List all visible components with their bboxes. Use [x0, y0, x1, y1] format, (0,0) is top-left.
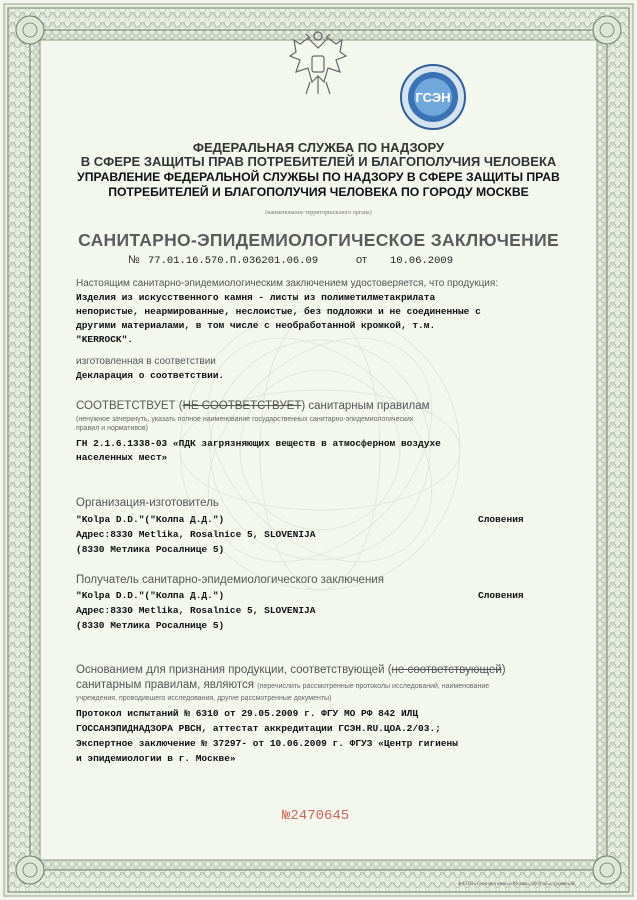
manufactured-label: изготовленная в соответствии	[76, 356, 216, 367]
coat-of-arms-icon	[286, 30, 350, 102]
manufacturer-label: Организация-изготовитель	[76, 497, 219, 509]
manufacturer-address-ru: (8330 Метлика Росалнице 5)	[76, 544, 225, 555]
seal-text: ГСЭН	[415, 90, 451, 105]
header-line-2: В СФЕРЕ ЗАЩИТЫ ПРАВ ПОТРЕБИТЕЛЕЙ И БЛАГОПОЛУЧИЯ ЧЕЛОВЕКА	[80, 154, 557, 169]
basis-line-2-start: санитарным правилам, являются	[76, 679, 255, 691]
header-note: (наименование территориального органа)	[265, 210, 372, 216]
manufacturer-name: "Kolpa D.D."("Колпа Д.Д.")	[76, 514, 225, 525]
product-line: непористые, неармированные, неслоистые, без подложки и не соединенные с	[76, 306, 481, 317]
basis-line-1	[76, 664, 506, 676]
basis-start: Основанием для признания продукции, соответствующей (	[76, 664, 392, 676]
recipient-label: Получатель санитарно-эпидемиологического заключения	[76, 574, 384, 586]
issue-date: 10.06.2009	[390, 255, 454, 267]
basis-line: ГОССАНЭПИДНАДЗОРА РВСН, аттестат аккредитации ГСЭН.RU.ЦОА.2/03.;	[76, 723, 441, 734]
number-value: 77.01.16.570.П.036201.06.09	[148, 255, 319, 267]
conformity-label-end: ) санитарным правилам	[301, 400, 430, 412]
manufactured-value: Декларация о соответствии.	[76, 370, 225, 381]
basis-struck: не соответствующей	[391, 664, 502, 676]
conformity-struck: НЕ СООТВЕТСТВУЕТ	[182, 400, 302, 412]
printer-footer: ф-ГНП «Госзнак-печать» Москва, 2009 «Б», уровень В	[458, 882, 575, 887]
conformity-note-1: (ненужное зачеркнуть, указать полное наименование государственных санитарно-эпидемиологических	[76, 416, 414, 423]
product-line: другими материалами, в том числе с необработанной кромкой, т.м.	[76, 320, 436, 331]
serial-number: №2470645	[282, 808, 350, 824]
watermark-rosette	[170, 300, 470, 600]
manufacturer-country: Словения	[478, 514, 524, 525]
basis-line: Экспертное заключение № 37297- от 10.06.2009 г. ФГУЗ «Центр гигиены	[76, 738, 458, 749]
basis-note: учреждения, проводившего исследования, другие рассмотренные документы)	[76, 695, 332, 702]
basis-line-2-note: (перечислить рассмотренные протоколы исследований, наименование	[257, 683, 490, 690]
header-line-3: УПРАВЛЕНИЕ ФЕДЕРАЛЬНОЙ СЛУЖБЫ ПО НАДЗОРУ В СФЕРЕ ЗАЩИТЫ ПРАВ	[77, 170, 560, 184]
basis-end: )	[501, 664, 506, 676]
recipient-address: Адрес:8330 Metlika, Rosalnice 5, SLOVENIJA	[76, 605, 316, 616]
recipient-country: Словения	[478, 590, 524, 601]
conformity-note-2: правил и нормативов)	[76, 425, 148, 432]
conformity-statement	[76, 400, 430, 412]
conformity-line: населенных мест»	[76, 452, 168, 463]
product-intro: Настоящим санитарно-эпидемиологическим заключением удостоверяется, что продукция:	[76, 278, 499, 289]
date-prefix: от	[356, 254, 367, 266]
manufacturer-address: Адрес:8330 Metlika, Rosalnice 5, SLOVENIJA	[76, 529, 316, 540]
number-prefix: №	[128, 254, 140, 266]
product-line: "KERROCK".	[76, 334, 134, 345]
recipient-name: "Kolpa D.D."("Колпа Д.Д.")	[76, 590, 225, 601]
gsen-seal-icon	[398, 62, 468, 132]
basis-line: Протокол испытаний № 6310 от 29.05.2009 г. ФГУ МО РФ 842 ИЛЦ	[76, 708, 419, 719]
product-line: Изделия из искусственного камня - листы из полиметилметакрилата	[76, 292, 436, 303]
conformity-line: ГН 2.1.6.1338-03 «ПДК загрязняющих веществ в атмосферном воздухе	[76, 438, 441, 449]
recipient-address-ru: (8330 Метлика Росалнице 5)	[76, 620, 225, 631]
page-title: САНИТАРНО-ЭПИДЕМИОЛОГИЧЕСКОЕ ЗАКЛЮЧЕНИЕ	[78, 230, 559, 250]
header-line-1: ФЕДЕРАЛЬНАЯ СЛУЖБА ПО НАДЗОРУ	[192, 140, 445, 155]
basis-line: и эпидемиологии в г. Москве»	[76, 753, 236, 764]
basis-line-2	[76, 679, 489, 691]
header-line-4: ПОТРЕБИТЕЛЕЙ И БЛАГОПОЛУЧИЯ ЧЕЛОВЕКА ПО ГОРОДУ МОСКВЕ	[108, 185, 529, 199]
conformity-label-start: СООТВЕТСТВУЕТ (	[76, 400, 183, 412]
